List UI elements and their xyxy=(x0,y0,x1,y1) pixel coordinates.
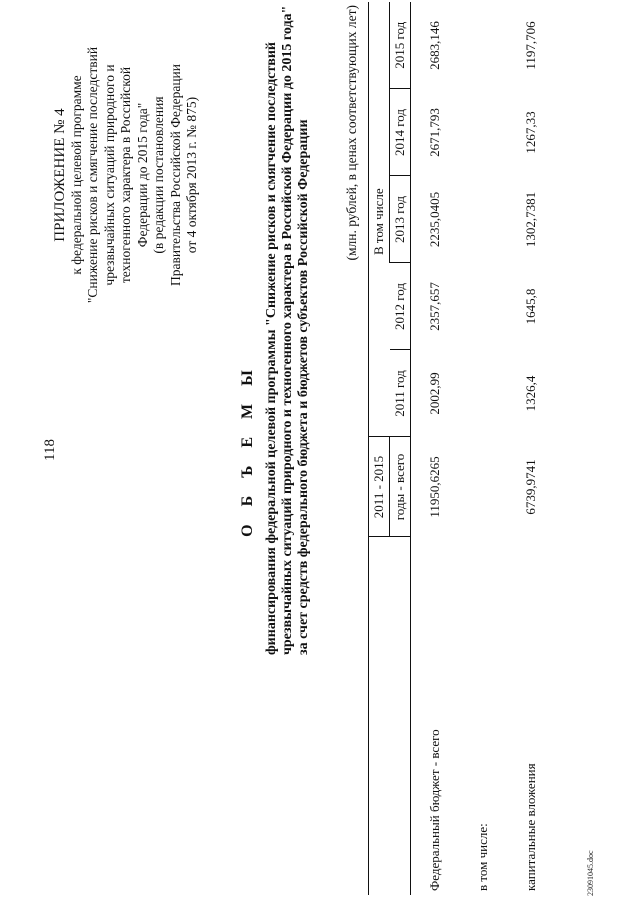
header-year: 2015 год xyxy=(390,2,411,89)
table-row xyxy=(507,2,555,895)
row-total: 11950,6265 xyxy=(427,456,442,518)
units-note: (млн. рублей, в ценах соответствующих лет) xyxy=(344,5,359,261)
row-label: капитальные вложения xyxy=(523,763,538,891)
appendix-block xyxy=(52,45,201,305)
row-value: 1197,706 xyxy=(523,21,538,70)
appendix-line: Федерации до 2015 года" xyxy=(134,102,150,248)
heading-line: за счет средств федерального бюджета и бюджетов субъектов Российской Федерации xyxy=(296,119,311,655)
row-total xyxy=(459,437,507,537)
row-value: 2235,0405 xyxy=(427,191,442,248)
row-value: 1326,4 xyxy=(523,375,538,412)
heading-line: чрезвычайных ситуаций природного и техногенного характера в Российской Федерации до 2015 года" xyxy=(280,5,295,655)
row-value: 2671,793 xyxy=(427,108,442,157)
header-including: В том числе xyxy=(369,2,390,263)
financing-table xyxy=(368,2,555,895)
row-value: 1302,7381 xyxy=(523,191,538,248)
row-value xyxy=(459,176,507,263)
appendix-line: "Снижение рисков и смягчение последствий xyxy=(85,46,100,304)
row-label: Федеральный бюджет - всего xyxy=(427,729,442,891)
row-value: 1267,33 xyxy=(523,111,538,154)
row-value xyxy=(459,263,507,350)
row-value: 1645,8 xyxy=(523,288,538,325)
header-spacer xyxy=(369,263,390,437)
row-total: 6739,9741 xyxy=(523,459,538,515)
table-header-row xyxy=(369,2,390,895)
appendix-line: к федеральной целевой программе xyxy=(68,75,84,275)
row-value: 2683,146 xyxy=(427,21,442,70)
appendix-line: от 4 октября 2013 г. № 875) xyxy=(184,96,199,254)
header-year: 2012 год xyxy=(390,263,411,350)
header-total: годы - всего xyxy=(390,437,411,537)
footer-doc-id: 23091045.doc xyxy=(586,850,595,896)
row-value xyxy=(459,89,507,176)
row-value: 2002,99 xyxy=(427,372,442,415)
row-value: 2357,657 xyxy=(427,282,442,331)
row-label: в том числе: xyxy=(475,823,490,891)
header-year: 2011 год xyxy=(390,350,411,437)
appendix-title: ПРИЛОЖЕНИЕ № 4 xyxy=(52,108,68,242)
row-value xyxy=(459,2,507,89)
heading-title: О Б Ъ Е М Ы xyxy=(239,363,256,537)
header-year: 2014 год xyxy=(390,89,411,176)
table-row xyxy=(411,2,460,895)
header-period: 2011 - 2015 xyxy=(369,437,390,537)
row-value xyxy=(459,350,507,437)
table-row xyxy=(459,2,507,895)
appendix-line: Правительства Российской Федерации xyxy=(167,64,183,286)
document-heading xyxy=(239,5,312,655)
appendix-line: (в редакции постановления xyxy=(151,96,166,254)
header-blank-cell xyxy=(369,537,411,895)
appendix-line: техногенного характера в Российской xyxy=(118,66,133,284)
appendix-line: чрезвычайных ситуаций природного и xyxy=(101,64,117,286)
heading-line: финансирования федеральной целевой программы "Снижение рисков и смягчение последствий xyxy=(264,42,279,655)
page-number: 118 xyxy=(42,439,58,461)
header-year: 2013 год xyxy=(390,176,411,263)
